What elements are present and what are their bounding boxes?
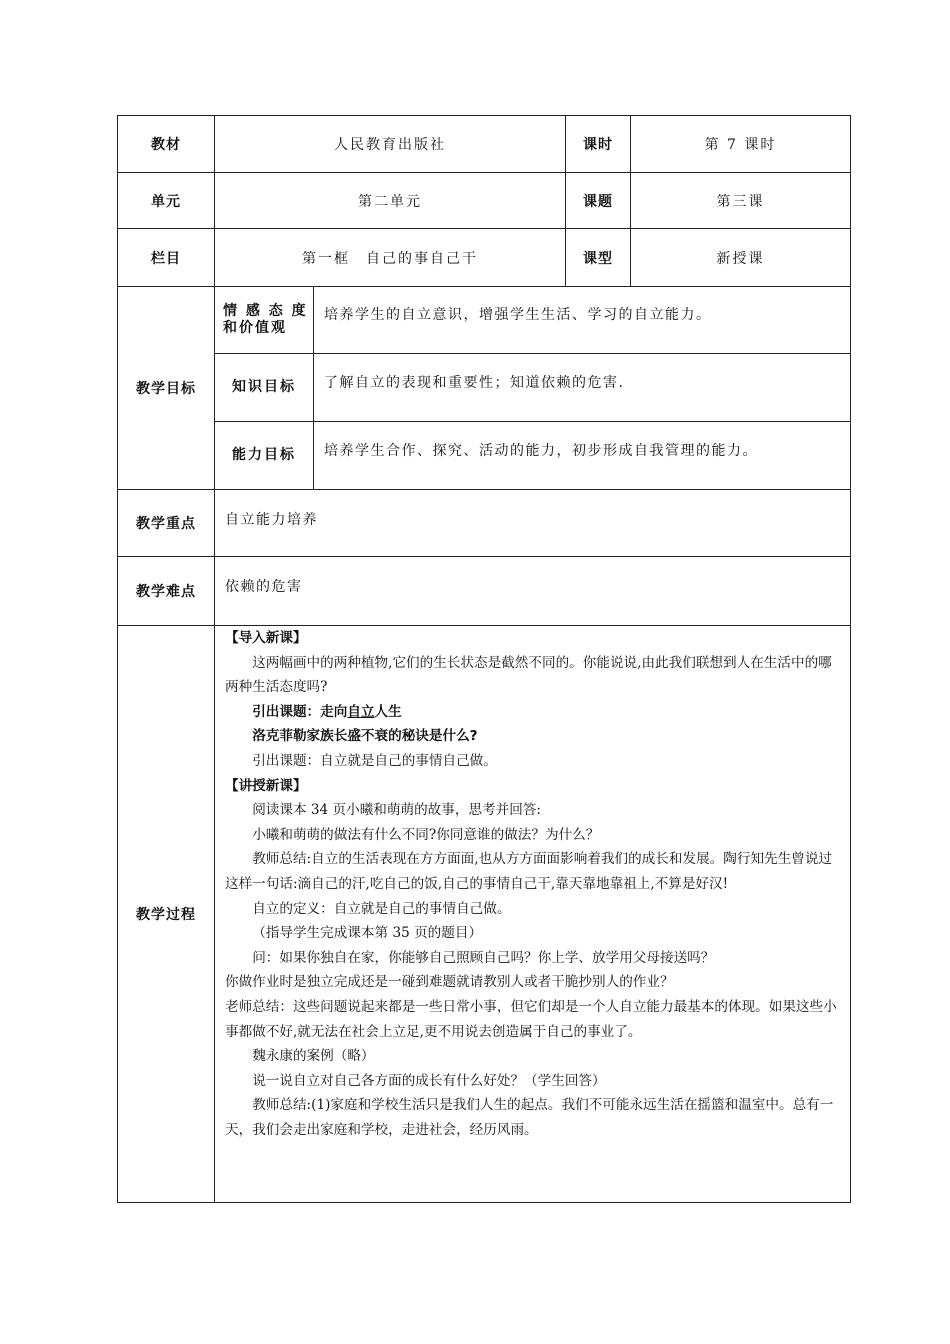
row-key-point — [118, 490, 851, 557]
goals-label: 教学目标 — [118, 287, 215, 490]
lecture-p11: 教师总结:(1)家庭和学校生活只是我们人生的起点。我们不可能永远生活在摇篮和温室中。总有一天，我们会走出家庭和学校，走进社会，经历风雨。 — [225, 1097, 834, 1138]
intro-conclusion: 引出课题：自立就是自己的事情自己做。 — [252, 752, 497, 769]
row-goal-attitude — [118, 287, 851, 354]
goal-knowledge-label: 知识目标 — [215, 354, 314, 422]
row-goal-knowledge — [118, 354, 851, 422]
unit-label: 单元 — [118, 173, 215, 229]
lecture-p9: 魏永康的案例（略） — [252, 1048, 375, 1065]
type-label: 课型 — [566, 229, 631, 287]
lecture-p2: 小曦和萌萌的做法有什么不同?你同意谁的做法？为什么？ — [252, 826, 600, 843]
lecture-heading: 【讲授新课】 — [225, 777, 307, 794]
row-process — [118, 626, 851, 1203]
section-label: 栏目 — [118, 229, 215, 287]
goal-knowledge-text: 了解自立的表现和重要性；知道依赖的危害. — [314, 354, 851, 422]
type-value: 新授课 — [631, 229, 851, 287]
lesson-plan-table — [117, 115, 851, 1203]
intro-topic-underlined: 自立 — [347, 703, 375, 720]
lecture-p6: 问：如果你独自在家，你能够自己照顾自己吗？你上学、放学用父母接送吗？ — [252, 949, 715, 966]
lecture-p3: 教师总结:自立的生活表现在方方面面,也从方方面面影响着我们的成长和发展。陶行知先生曾说过这样一句话:滴自己的汗,吃自己的饭,自己的事情自己干,靠天靠地靠祖上,不算是好汉! — [225, 851, 833, 892]
lecture-p1: 阅读课本 34 页小曦和萌萌的故事，思考并回答: — [252, 802, 541, 819]
goal-attitude-label: 情 感 态 度 和价值观 — [215, 287, 314, 354]
textbook-value: 人民教育出版社 — [215, 116, 566, 173]
process-label: 教学过程 — [118, 626, 215, 1203]
process-content — [215, 626, 851, 1203]
textbook-label: 教材 — [118, 116, 215, 173]
period-value: 第 7 课时 — [631, 116, 851, 173]
row-textbook — [118, 116, 851, 173]
section-value: 第一框 自己的事自己干 — [215, 229, 566, 287]
difficulty-text: 依赖的危害 — [215, 557, 851, 626]
lecture-p5: （指导学生完成课本第 35 页的题目） — [252, 925, 483, 942]
key-point-text: 自立能力培养 — [215, 490, 851, 557]
intro-paragraph: 这两幅画中的两种植物,它们的生长状态是截然不同的。你能说说,由此我们联想到人在生活中的哪两种生活态度吗? — [225, 654, 832, 696]
goal-ability-label: 能力目标 — [215, 422, 314, 490]
row-goal-ability — [118, 422, 851, 490]
period-label: 课时 — [566, 116, 631, 173]
goal-ability-text: 培养学生合作、探究、活动的能力，初步形成自我管理的能力。 — [314, 422, 851, 490]
topic-value: 第三课 — [631, 173, 851, 229]
row-difficulty — [118, 557, 851, 626]
intro-topic-suffix: 人生 — [374, 703, 402, 720]
unit-value: 第二单元 — [215, 173, 566, 229]
row-section — [118, 229, 851, 287]
intro-topic-line — [225, 700, 844, 725]
lecture-p8: 老师总结：这些问题说起来都是一些日常小事，但它们却是一个人自立能力最基本的体现。如果这些小事都做不好,就无法在社会上立足,更不用说去创造属于自己的事业了。 — [225, 998, 837, 1040]
goal-attitude-text: 培养学生的自立意识，增强学生生活、学习的自立能力。 — [314, 287, 851, 354]
intro-question: 洛克菲勒家族长盛不衰的秘诀是什么? — [252, 728, 478, 745]
intro-topic-prefix: 引出课题：走向 — [252, 703, 348, 720]
difficulty-label: 教学难点 — [118, 557, 215, 626]
intro-heading: 【导入新课】 — [225, 630, 307, 646]
topic-label: 课题 — [566, 173, 631, 229]
row-unit — [118, 173, 851, 229]
lecture-p7: 你做作业时是独立完成还是一碰到难题就请教别人或者干脆抄别人的作业？ — [225, 974, 674, 991]
lecture-p4: 自立的定义：自立就是自己的事情自己做。 — [252, 900, 511, 917]
key-point-label: 教学重点 — [118, 490, 215, 557]
lecture-p10: 说一说自立对自己各方面的成长有什么好处？（学生回答） — [252, 1072, 606, 1089]
